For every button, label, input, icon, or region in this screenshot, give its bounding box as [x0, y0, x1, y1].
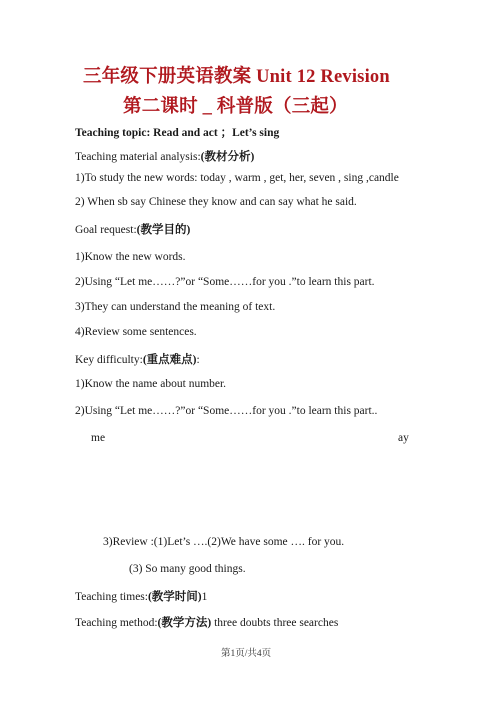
goal-item-4: 4)Review some sentences. — [75, 326, 197, 338]
difficulty-heading-cn: (重点难点) — [142, 354, 197, 366]
analysis-heading-cn: (教材分析) — [200, 151, 255, 163]
difficulty-heading — [75, 351, 200, 367]
goal-item-2: 2)Using “Let me……?”or “Some……for you .”to learn this part. — [75, 276, 375, 288]
document-title-line2: 第二课时 _ 科普版（三起） — [123, 97, 348, 117]
difficulty-item-4: (3) So many good things. — [129, 563, 246, 575]
difficulty-heading-colon: : — [196, 354, 200, 366]
teaching-method-cn: (教学方法) — [157, 617, 212, 629]
teaching-times — [75, 588, 207, 604]
goal-item-1: 1)Know the new words. — [75, 251, 186, 263]
difficulty-fragment-left: me — [91, 432, 106, 444]
analysis-item-2: 2) When sb say Chinese they know and can say what he said. — [75, 196, 357, 208]
goal-heading-cn: (教学目的) — [136, 224, 191, 236]
goal-item-3: 3)They can understand the meaning of text. — [75, 301, 276, 313]
goal-heading-label: Goal request: — [75, 224, 137, 236]
teaching-times-label: Teaching times: — [75, 591, 148, 603]
difficulty-item-2: 2)Using “Let me……?”or “Some……for you .”to learn this part.. — [75, 405, 378, 417]
difficulty-item-3: 3)Review :(1)Let’s ….(2)We have some …. for you. — [103, 536, 345, 548]
analysis-heading-label: Teaching material analysis: — [75, 151, 201, 163]
difficulty-heading-label: Key difficulty: — [75, 354, 143, 366]
teaching-topic: Teaching topic: Read and act ；Let’s sing — [75, 127, 280, 139]
goal-heading — [75, 221, 190, 237]
teaching-method-value: three doubts three searches — [211, 617, 339, 629]
teaching-times-value: 1 — [201, 591, 208, 603]
teaching-method — [75, 614, 338, 630]
teaching-times-cn: (教学时间) — [147, 591, 202, 603]
document-title-line1: 三年级下册英语教案 Unit 12 Revision — [83, 67, 390, 87]
analysis-item-1: 1)To study the new words: today , warm , get, her, seven , sing ,candle — [75, 172, 399, 184]
difficulty-fragment-right: ay — [398, 432, 409, 444]
difficulty-item-1: 1)Know the name about number. — [75, 378, 227, 390]
teaching-method-label: Teaching method: — [75, 617, 158, 629]
analysis-heading — [75, 148, 254, 164]
page-footer: 第1页/共4页 — [221, 649, 272, 659]
